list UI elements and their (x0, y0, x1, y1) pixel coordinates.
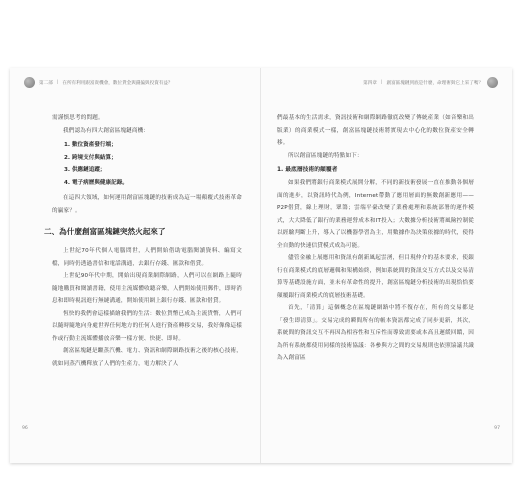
left-page-header (24, 77, 173, 88)
list-item: 2. 跨境支付與結算； (64, 154, 117, 161)
header-separator: | (380, 80, 383, 85)
right-header-subtitle: 創富區塊鏈到底是什麼，命理術與它上采了嗎？ (386, 80, 483, 86)
list-item: 1. 數位資產發行端； (64, 142, 117, 148)
right-page-body (277, 112, 474, 365)
left-header-subtitle: 在所有利用跟富貴機會，數位貨金與錢偏與投資有益？ (62, 80, 173, 86)
paragraph: 上世紀90年代中期，開始出現商業網際網路，人們可以在網路上隨時隨地購買和閱讀書籍，使用主流媒體收聽音樂，人們開始使用郵件，即時消息和即時視訊進行無縫溝通，開始使用網上銀行存錢、匯款和借貸。 (52, 273, 242, 304)
list-item: 4. 電子病歷與健康記錄。 (64, 179, 128, 186)
paragraph: 如果我們將銀行商業模式展開分解，不同的新技術發展一直在推動各個層面的進步，以資訊時代為例，Internet帶動了應用層面的無數創新應用——P2P借貸，線上理財，眾籌；雲端平臺改變了業務處理和系統部署的運作模式，大大降低了銀行的業務運營成本和IT投入；大數據分析技術將風險控制從以經驗判斷上升，導入了以機器學習為主，用數據作為決策依據的時代，使得全自動的快速信貸模式成為可能。 (277, 180, 474, 249)
page-number: 97 (494, 426, 500, 431)
paragraph: 我們認為有四大創富區塊鏈商機： (63, 127, 150, 134)
header-separator: | (56, 80, 59, 85)
paragraph: 創富區塊鏈是繼蒸汽機、電力、資訊和網際網路技術之後的核心技術，就如同蒸汽機釋放了人們的生產力，電力解決了人 (52, 348, 242, 367)
left-page-body (44, 112, 242, 370)
left-header-part: 第二部 (39, 80, 53, 86)
paragraph: 儘管金融上展應用和資訊有創新風起雲湧，但目現仲介的基本要求，使銀行在商業模式的底層邏輯和架構始終，例如系統間的資訊交互方式以及交易清算等基礎設施方面，並未有革命性的提升，創富區塊鏈分析技術的出現恰恰要顛覆銀行商業模式的底層技術基礎。 (277, 255, 474, 299)
paragraph: 首先，「清算」這個概念在區塊鏈網路中將不復存在，所有的交易都是「發生即清算」。交易完成的瞬間所有的帳本資訊都完成了同步更新，其次，系統間的資訊交互不再因為相容性和互斥性而導致需要或本高且遲緩回饋，因為所有系統都使用同樣的技術協議：各參與方之間的交易規則也依照協議共識為入創富區 (277, 305, 474, 361)
list-item: 3. 供應鏈追蹤； (64, 167, 106, 173)
paragraph: 需謹慎思考的問題。 (52, 115, 104, 121)
paragraph: 在這四大領域，如何運用創富區塊鏈的技術成為這一場顛覆式技術革命的贏家？。 (52, 195, 242, 214)
left-page (10, 68, 260, 463)
right-page-header (363, 77, 498, 88)
header-ornament-icon (487, 77, 498, 88)
right-page (261, 68, 512, 463)
paragraph: 所以創富區塊鏈的特點如下： (288, 152, 363, 159)
paragraph: 們最基本的生活需求，資訊技術和網際網路徹底改變了傳統產業（如音樂和出版業）的商業模式一樣，創富區塊鏈技術將實現去中心化的數位資產安全轉移。 (277, 115, 474, 146)
paragraph: 上世紀70年代個人電腦問世，人們開始借助電腦閱讀資料、編寫文檔，同時仍透過書信和電話溝通，去銀行存錢、匯款和借貸。 (52, 248, 242, 267)
opportunity-list (52, 139, 242, 189)
page-number: 96 (22, 426, 28, 431)
subsection-title: 1. 最底層技術的顛覆者 (277, 167, 338, 173)
right-header-chapter: 第四章 (363, 80, 377, 86)
section-title: 二、為什麼創富區塊鏈突然火起來了 (44, 227, 166, 236)
paragraph: 恆快的我們會這樣描繪我們的生活：數位貨幣已成為主流貨幣，人們可以隨時隨地向身處世界任何地方的任何人進行資產轉移交易，我好像像這樣作或行動主流媒體播放音樂一樣方便、快捷、即時。 (52, 310, 242, 342)
header-ornament-icon (24, 77, 35, 88)
